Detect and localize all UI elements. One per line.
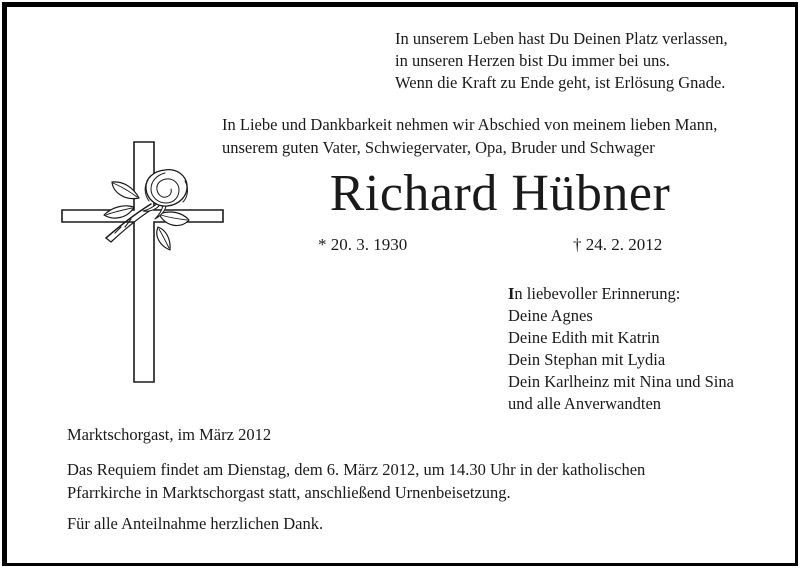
death-date: † 24. 2. 2012 (573, 235, 663, 254)
epigraph-line: Wenn die Kraft zu Ende geht, ist Erlösung Gnade. (395, 73, 726, 92)
mourner-line: Deine Edith mit Katrin (508, 328, 660, 347)
birth-date: * 20. 3. 1930 (318, 235, 408, 254)
cross-shape (62, 142, 223, 382)
deceased-name: Richard Hübner (329, 165, 671, 222)
intro-line: unserem guten Vater, Schwiegervater, Opa, Bruder und Schwager (222, 138, 655, 157)
intro-line: In Liebe und Dankbarkeit nehmen wir Abschied von meinem lieben Mann, (222, 115, 718, 134)
mourner-line: Dein Karlheinz mit Nina und Sina (508, 372, 734, 391)
cross-with-rose-icon (52, 135, 232, 390)
epigraph-verse (395, 28, 728, 94)
mourner-line: und alle Anverwandten (508, 394, 662, 413)
mourner-line: Dein Stephan mit Lydia (508, 350, 666, 369)
epigraph-line: In unserem Leben hast Du Deinen Platz verlassen, (395, 29, 728, 48)
place-date-line: Marktschorgast, im März 2012 (67, 425, 272, 444)
service-line: Das Requiem findet am Dienstag, dem 6. März 2012, um 14.30 Uhr in der katholischen (67, 460, 646, 479)
farewell-intro (222, 113, 717, 159)
thanks-line: Für alle Anteilnahme herzlichen Dank. (67, 514, 324, 533)
epigraph-line: in unseren Herzen bist Du immer bei uns. (395, 51, 670, 70)
service-info (67, 458, 645, 504)
mourners-list (508, 283, 734, 415)
service-line: Pfarrkirche in Marktschorgast statt, anschließend Urnenbeisetzung. (67, 483, 511, 502)
mourner-line: Deine Agnes (508, 306, 593, 325)
mourners-heading: In liebevoller Erinnerung: (508, 284, 681, 303)
